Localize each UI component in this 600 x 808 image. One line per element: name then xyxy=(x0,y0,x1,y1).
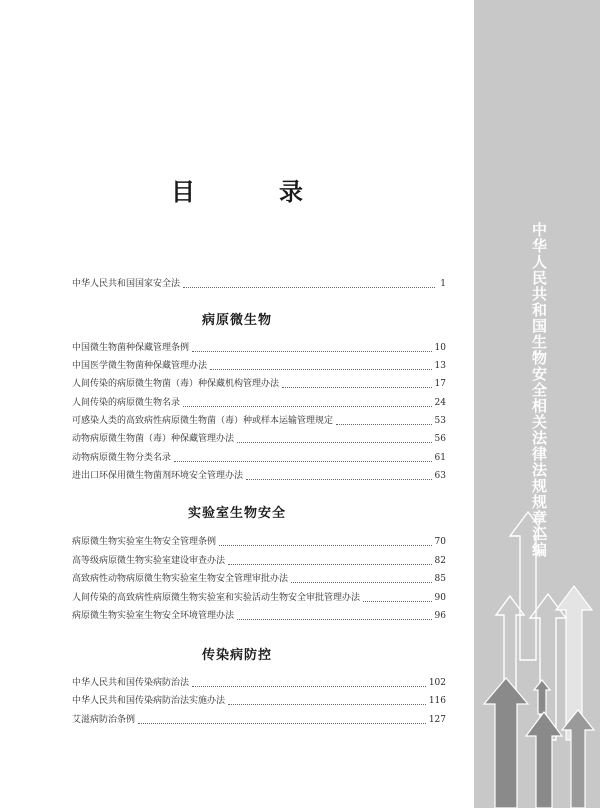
toc-entry[interactable] xyxy=(72,396,446,410)
leader-dots xyxy=(336,423,432,425)
toc-entry-page: 1 xyxy=(440,279,446,289)
toc-entry[interactable] xyxy=(72,377,446,391)
toc-entry-text: 中国医学微生物菌种保藏管理办法 xyxy=(72,361,208,371)
leader-dots xyxy=(174,460,432,462)
toc-entry-text: 动物病原微生物分类名录 xyxy=(72,453,172,463)
toc-entry-text: 可感染人类的高致病性病原微生物菌（毒）种或样本运输管理规定 xyxy=(72,416,334,426)
toc-entry[interactable] xyxy=(72,554,446,568)
leader-dots xyxy=(219,544,432,546)
arrow-icon xyxy=(562,710,594,808)
arrow-icon xyxy=(534,680,550,714)
toc-entry[interactable] xyxy=(72,572,446,586)
toc-entry-text: 病原微生物实验室生物安全管理条例 xyxy=(72,537,217,547)
toc-entry-page: 102 xyxy=(428,678,446,688)
toc-entry-text: 中华人民共和国传染病防治法 xyxy=(72,678,190,688)
toc-entry[interactable] xyxy=(72,535,446,549)
toc-entry-page: 56 xyxy=(434,434,446,444)
leader-dots xyxy=(228,703,426,705)
toc-entry-text: 高致病性动物病原微生物实验室生物安全管理审批办法 xyxy=(72,574,289,584)
toc-entry[interactable] xyxy=(72,591,446,605)
page-title: 目 录 xyxy=(171,178,333,206)
toc-entry-page: 85 xyxy=(434,574,446,584)
toc-entry-text: 人间传染的病原微生物菌（毒）种保藏机构管理办法 xyxy=(72,379,280,389)
toc-entry-text: 病原微生物实验室生物安全环境管理办法 xyxy=(72,611,235,621)
toc-entry[interactable] xyxy=(72,676,446,690)
section-heading-pathogens: 病原微生物 xyxy=(201,313,272,328)
toc-entry-page: 61 xyxy=(434,453,446,463)
toc-entry-text: 动物病原微生物菌（毒）种保藏管理办法 xyxy=(72,434,235,444)
section-heading-infectious-disease: 传染病防控 xyxy=(201,648,272,663)
toc-entry-text: 人间传染的高致病性病原微生物实验室和实验活动生物安全审批管理办法 xyxy=(72,593,361,603)
leader-dots xyxy=(282,386,432,388)
toc-entry-text: 艾滋病防治条例 xyxy=(72,715,136,725)
leader-dots xyxy=(183,405,432,407)
toc-entry[interactable] xyxy=(72,609,446,623)
toc-entry-text: 人间传染的病原微生物名录 xyxy=(72,398,181,408)
leader-dots xyxy=(192,685,426,687)
toc-entry[interactable] xyxy=(72,341,446,355)
leader-dots xyxy=(237,618,432,620)
toc-entry[interactable] xyxy=(72,469,446,483)
section-heading-lab-biosafety: 实验室生物安全 xyxy=(187,506,286,521)
toc-entry-page: 70 xyxy=(434,537,446,547)
toc-entry-text: 进出口环保用微生物菌剂环境安全管理办法 xyxy=(72,471,244,481)
toc-entry-page: 82 xyxy=(434,556,446,566)
toc-entry[interactable] xyxy=(72,432,446,446)
sidebar-band xyxy=(474,0,600,808)
toc-entry[interactable] xyxy=(72,694,446,708)
leader-dots xyxy=(228,563,432,565)
toc-entry[interactable] xyxy=(72,414,446,428)
toc-entry-text: 中国微生物菌种保藏管理条例 xyxy=(72,343,190,353)
arrows-decoration xyxy=(474,500,600,808)
toc-entry-page: 96 xyxy=(434,611,446,621)
toc-entry-text: 中华人民共和国国家安全法 xyxy=(72,279,181,289)
arrow-icon xyxy=(484,678,528,808)
leader-dots xyxy=(192,350,432,352)
toc-entry-lead[interactable] xyxy=(72,277,446,291)
toc-entry-page: 17 xyxy=(434,379,446,389)
toc-entry-text: 高等级病原微生物实验室建设审查办法 xyxy=(72,556,226,566)
leader-dots xyxy=(246,478,432,480)
toc-entry-page: 10 xyxy=(434,343,446,353)
leader-dots xyxy=(237,441,432,443)
toc-entry[interactable] xyxy=(72,713,446,727)
toc-entry-page: 63 xyxy=(434,471,446,481)
leader-dots xyxy=(183,286,435,288)
sidebar-vertical-title: 中华人民共和国生物安全相关法律法规规章汇编 xyxy=(530,222,548,558)
toc-entry[interactable] xyxy=(72,359,446,373)
toc-entry-page: 53 xyxy=(434,416,446,426)
toc-entry-page: 13 xyxy=(434,361,446,371)
toc-entry-page: 127 xyxy=(428,715,446,725)
leader-dots xyxy=(138,722,426,724)
toc-entry-text: 中华人民共和国传染病防治法实施办法 xyxy=(72,696,226,706)
toc-entry-page: 24 xyxy=(434,398,446,408)
leader-dots xyxy=(363,600,432,602)
leader-dots xyxy=(210,368,432,370)
toc-entry[interactable] xyxy=(72,451,446,465)
toc-entry-page: 90 xyxy=(434,593,446,603)
toc-entry-page: 116 xyxy=(428,696,446,706)
leader-dots xyxy=(291,581,432,583)
